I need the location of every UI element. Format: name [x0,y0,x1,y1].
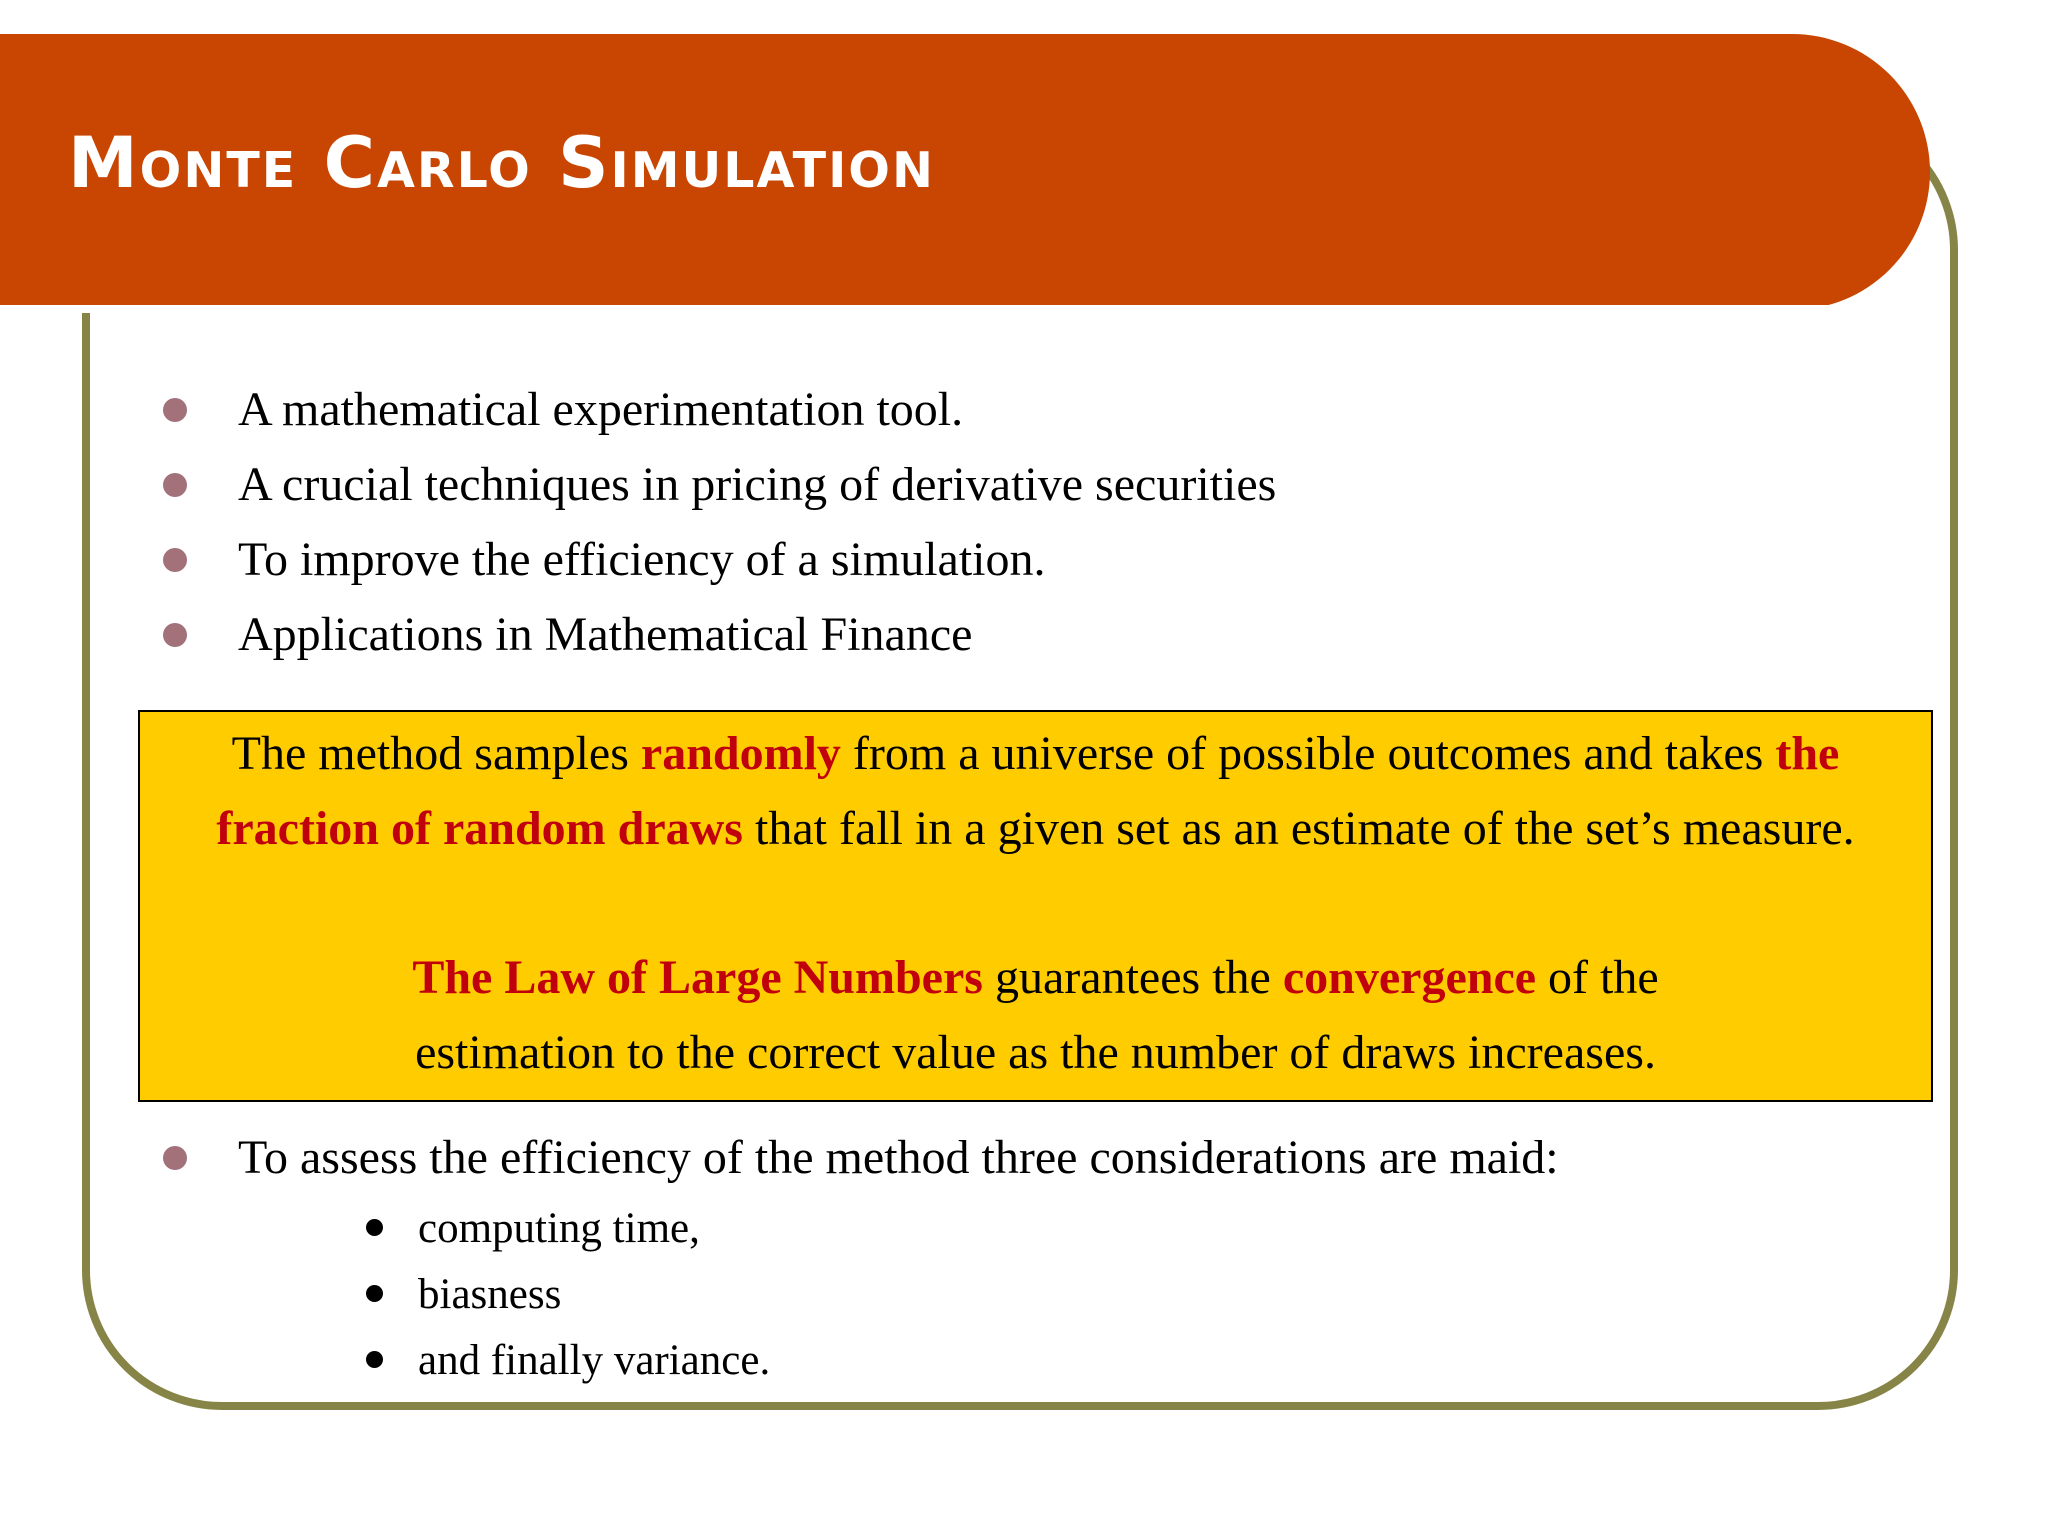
bullet-dot-icon [163,473,187,497]
sub-bullet-item [360,1196,770,1262]
bullet-list [160,372,1276,672]
bullet-dot-icon [163,548,187,572]
title-underline [0,305,1828,313]
text-run: estimation to the correct value as the number of draws increases. [415,1026,1656,1079]
bullet-item [160,1120,1559,1195]
sub-bullet-text: biasness [418,1271,562,1318]
emphasis-the: the [1775,727,1840,780]
text-run: guarantees the [982,951,1283,1004]
emphasis-randomly: randomly [640,727,841,780]
text-run: of the [1536,951,1659,1004]
emphasis-law: The Law of Large Numbers [412,951,983,1004]
sub-bullet-item [360,1328,770,1394]
sub-bullet-text: computing time, [418,1205,700,1252]
method-paragraph [140,716,1931,866]
bullet-text: A crucial techniques in pricing of derivative securities [238,458,1277,511]
text-run: from a universe of possible outcomes and takes [840,727,1776,780]
slide-title: Monte Carlo Simulation [68,122,935,204]
bullet-text: Applications in Mathematical Finance [238,608,973,661]
emphasis-fraction: fraction of random draws [216,802,743,855]
bullet-item [160,597,1276,672]
emphasis-convergence: convergence [1282,951,1537,1004]
bullet-text: To assess the efficiency of the method three considerations are maid: [238,1131,1559,1184]
law-paragraph [140,940,1931,1090]
sub-bullet-item [360,1262,770,1328]
text-run: The method samples [231,727,641,780]
sub-bullet-text: and finally variance. [418,1337,771,1384]
highlight-box [138,710,1933,1102]
bullet-item [160,522,1276,597]
bullet-text: A mathematical experimentation tool. [238,383,964,436]
assess-list [160,1120,1559,1195]
bullet-dot-icon [163,623,187,647]
sub-bullet-dot-icon [366,1285,383,1302]
sub-bullet-dot-icon [366,1351,383,1368]
bullet-dot-icon [163,398,187,422]
bullet-item [160,372,1276,447]
bullet-item [160,447,1276,522]
text-run: that fall in a given set as an estimate of the set’s measure. [742,802,1855,855]
sub-bullet-dot-icon [366,1219,383,1236]
sub-bullet-list [360,1196,770,1394]
bullet-dot-icon [163,1146,187,1170]
bullet-text: To improve the efficiency of a simulation. [238,533,1046,586]
